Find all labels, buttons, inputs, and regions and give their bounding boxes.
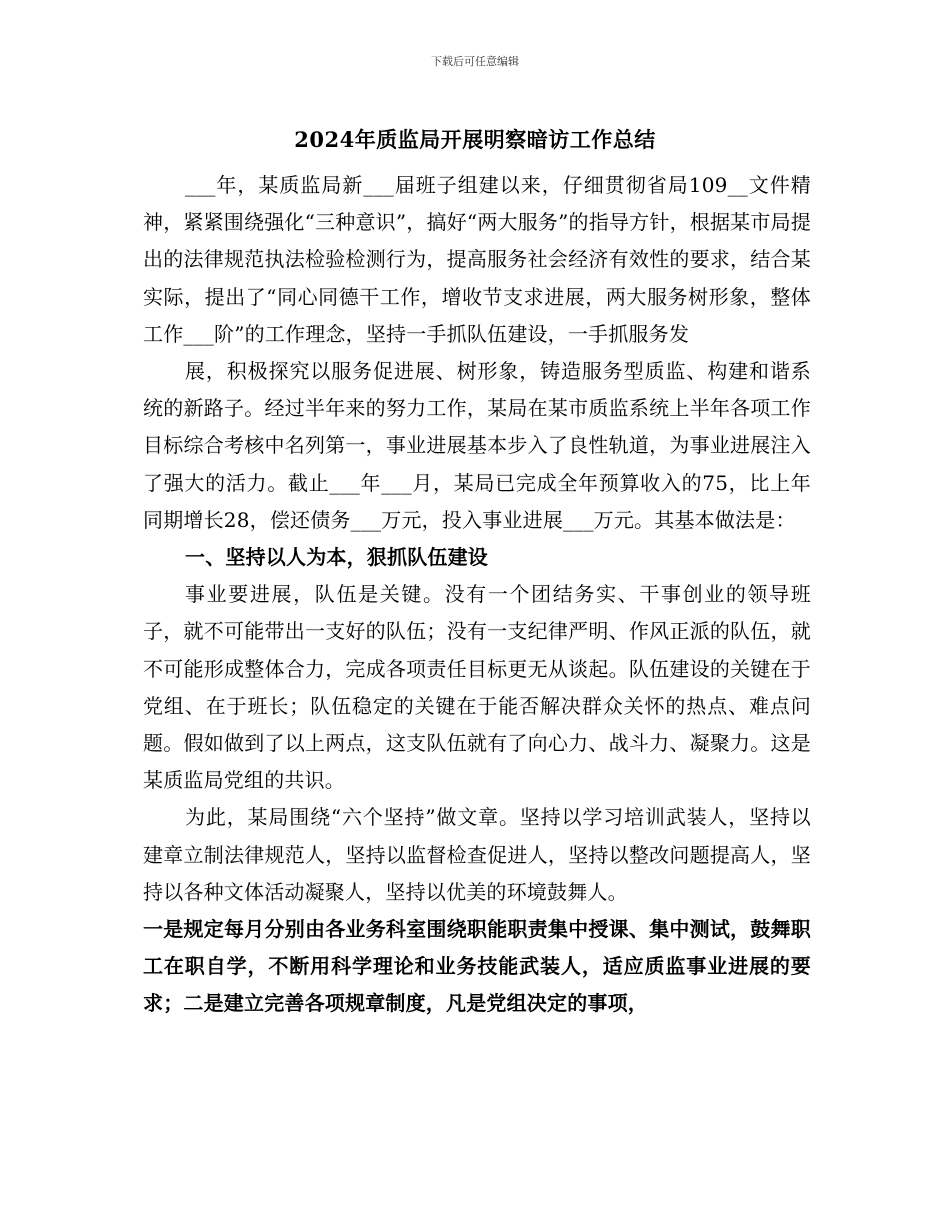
document-body	[143, 167, 811, 1023]
section-heading-1: 一、坚持以人为本，狠抓队伍建设	[185, 545, 488, 570]
paragraph-six-persistence: 为此，某局围绕“六个坚持”做文章。坚持以学习培训武装人，坚持以建章立制法律规范人，坚持以监督检查促进人，坚持以整改问题提高人，坚持以各种文体活动凝聚人，坚持以优美的环境鼓舞人。	[143, 805, 811, 904]
paragraph-results: 展，积极探究以服务促进展、树形象，铸造服务型质监、构建和谐系统的新路子。经过半年来的努力工作，某局在某市质监系统上半年各项工作目标综合考核中名列第一，事业进展基本步入了良性轨道，为事业进展注入了强大的活力。截止___年___月，某局已完成全年预算收入的75，比上年同期增长28，偿还债务___万元，投入事业进展___万元。其基本做法是：	[143, 359, 811, 532]
paragraph-team-building: 事业要进展，队伍是关键。没有一个团结务实、干事创业的领导班子，就不可能带出一支好的队伍；没有一支纪律严明、作风正派的队伍，就不可能形成整体合力，完成各项责任目标更无从谈起。队伍建设的关键在于党组、在于班长；队伍稳定的关键在于能否解决群众关怀的热点、难点问题。假如做到了以上两点，这支队伍就有了向心力、战斗力、凝聚力。这是某质监局党组的共识。	[143, 582, 811, 793]
paragraph-measures: 一是规定每月分别由各业务科室围绕职能职责集中授课、集中测试，鼓舞职工在职自学，不断用科学理论和业务技能武装人，适应质监事业进展的要求；二是建立完善各项规章制度，凡是党组决定的事项，	[143, 917, 811, 1016]
page-header-note: 下载后可任意编辑	[431, 55, 519, 68]
paragraph-intro: ___年，某质监局新___届班子组建以来，仔细贯彻省局109__文件精神，紧紧围绕强化“三种意识”，搞好“两大服务”的指导方针，根据某市局提出的法律规范执法检验检测行为，提高服务社会经济有效性的要求，结合某实际，提出了“同心同德干工作，增收节支求进展，两大服务树形象，整体工作___阶”的工作理念，坚持一手抓队伍建设，一手抓服务发	[143, 173, 811, 346]
document-title: 2024年质监局开展明察暗访工作总结	[294, 127, 656, 152]
